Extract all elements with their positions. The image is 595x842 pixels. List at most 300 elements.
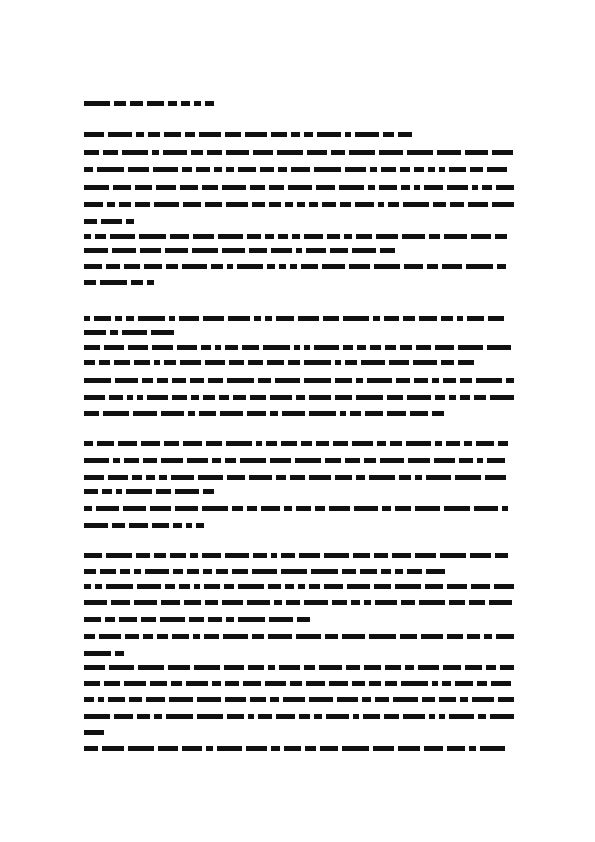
text-word: [345, 360, 357, 365]
text-word: [112, 248, 136, 253]
text-word: [132, 475, 142, 480]
text-word: [314, 345, 339, 350]
text-word: [447, 185, 468, 190]
text-word: [214, 167, 222, 172]
text-word: [370, 167, 377, 172]
text-word: [179, 584, 190, 589]
text-word: [413, 360, 437, 365]
text-word: [276, 475, 286, 480]
text-word: [172, 634, 189, 639]
text-line: [84, 599, 514, 607]
text-word: [299, 553, 320, 558]
text-word: [275, 378, 300, 383]
text-word: [130, 101, 143, 106]
text-word: [269, 202, 281, 207]
text-word: [84, 746, 98, 751]
text-word: [380, 248, 395, 253]
text-word: [84, 202, 103, 207]
text-word: [179, 316, 199, 321]
text-word: [170, 234, 189, 239]
text-word: [396, 378, 410, 383]
text-word: [219, 395, 229, 400]
text-word: [128, 167, 149, 172]
text-word: [105, 617, 115, 622]
text-word: [186, 523, 192, 528]
text-word: [197, 697, 221, 702]
text-word: [84, 185, 109, 190]
text-word: [136, 553, 150, 558]
text-word: [220, 411, 243, 416]
text-word: [197, 714, 223, 719]
text-word: [196, 523, 204, 528]
text-word: [286, 600, 300, 605]
text-word: [402, 234, 425, 239]
text-word: [248, 360, 263, 365]
text-word: [281, 569, 307, 574]
text-word: [261, 506, 280, 511]
text-word: [96, 506, 119, 511]
text-word: [316, 441, 329, 446]
text-word: [222, 248, 245, 253]
text-word: [143, 634, 153, 639]
text-word: [108, 697, 125, 702]
text-line: [84, 315, 514, 323]
text-word: [342, 746, 369, 751]
text-line: [84, 359, 474, 367]
text-word: [97, 167, 124, 172]
text-word: [243, 681, 261, 686]
text-word: [84, 651, 111, 656]
text-word: [288, 360, 300, 365]
text-word: [487, 345, 511, 350]
text-word: [297, 617, 310, 622]
text-word: [138, 316, 165, 321]
text-word: [446, 441, 460, 446]
text-word: [281, 441, 297, 446]
text-word: [291, 132, 300, 137]
text-word: [276, 316, 294, 321]
text-word: [102, 489, 112, 494]
text-word: [84, 150, 99, 155]
text-word: [109, 395, 123, 400]
text-word: [101, 219, 122, 224]
text-word: [277, 150, 303, 155]
text-word: [407, 395, 431, 400]
text-word: [299, 714, 310, 719]
text-word: [212, 681, 221, 686]
text-word: [171, 681, 182, 686]
text-word: [352, 441, 373, 446]
text-word: [356, 395, 383, 400]
text-word: [185, 132, 195, 137]
text-word: [225, 681, 239, 686]
text-word: [109, 665, 134, 670]
text-word: [217, 746, 242, 751]
text-word: [107, 202, 115, 207]
text-word: [460, 697, 468, 702]
text-word: [385, 681, 397, 686]
text-word: [442, 681, 451, 686]
text-word: [146, 475, 155, 480]
text-word: [439, 697, 456, 702]
text-word: [322, 264, 345, 269]
text-word: [191, 395, 199, 400]
text-word: [154, 553, 166, 558]
text-word: [491, 681, 511, 686]
text-word: [161, 600, 180, 605]
text-word: [84, 132, 104, 137]
text-word: [227, 264, 233, 269]
text-word: [84, 553, 102, 558]
text-word: [295, 458, 321, 463]
text-word: [271, 553, 277, 558]
text-word: [154, 360, 160, 365]
text-word: [135, 185, 152, 190]
text-word: [368, 185, 375, 190]
text-word: [387, 411, 406, 416]
text-word: [304, 360, 331, 365]
text-word: [242, 345, 259, 350]
text-word: [395, 506, 411, 511]
text-word: [400, 167, 410, 172]
text-word: [108, 475, 128, 480]
text-word: [134, 360, 150, 365]
text-word: [148, 132, 160, 137]
text-word: [284, 506, 292, 511]
text-word: [325, 458, 341, 463]
text-word: [135, 202, 150, 207]
text-word: [279, 665, 300, 670]
text-line: [84, 664, 514, 672]
text-word: [487, 167, 507, 172]
text-word: [84, 697, 94, 702]
text-word: [194, 665, 220, 670]
text-word: [181, 101, 190, 106]
text-word: [489, 600, 512, 605]
text-word: [84, 634, 95, 639]
text-word: [126, 316, 134, 321]
text-word: [84, 506, 92, 511]
text-word: [381, 167, 396, 172]
text-line: [84, 440, 514, 448]
text-word: [173, 523, 182, 528]
text-word: [502, 506, 508, 511]
text-word: [247, 600, 270, 605]
text-word: [309, 395, 331, 400]
text-word: [84, 395, 105, 400]
text-word: [506, 378, 514, 383]
text-word: [164, 132, 181, 137]
text-word: [113, 458, 120, 463]
text-word: [377, 441, 386, 446]
text-word: [469, 746, 476, 751]
text-word: [384, 714, 399, 719]
text-word: [332, 600, 347, 605]
text-word: [212, 458, 221, 463]
text-word: [169, 697, 193, 702]
text-word: [468, 202, 488, 207]
text-word: [222, 185, 246, 190]
text-word: [205, 600, 218, 605]
text-word: [326, 714, 349, 719]
text-word: [296, 395, 305, 400]
text-word: [415, 553, 436, 558]
text-word: [240, 458, 266, 463]
text-word: [84, 360, 95, 365]
text-word: [340, 202, 351, 207]
text-word: [250, 395, 266, 400]
text-word: [352, 248, 376, 253]
text-word: [102, 746, 124, 751]
text-word: [269, 617, 293, 622]
text-line: [84, 729, 114, 737]
text-word: [160, 617, 185, 622]
text-word: [84, 523, 108, 528]
text-word: [173, 569, 183, 574]
text-word: [486, 665, 496, 670]
text-word: [222, 600, 243, 605]
text-word: [125, 634, 139, 639]
text-word: [150, 506, 171, 511]
text-word: [301, 441, 312, 446]
text-word: [364, 458, 376, 463]
text-line: [84, 201, 514, 209]
text-word: [114, 714, 133, 719]
text-word: [84, 316, 90, 321]
text-word: [152, 345, 173, 350]
text-word: [198, 475, 223, 480]
text-word: [115, 316, 122, 321]
text-word: [369, 475, 395, 480]
text-word: [172, 395, 187, 400]
text-word: [250, 185, 265, 190]
text-word: [282, 411, 305, 416]
text-word: [238, 584, 264, 589]
text-word: [131, 280, 143, 285]
text-word: [265, 681, 286, 686]
text-word: [144, 264, 162, 269]
text-word: [356, 234, 372, 239]
text-word: [469, 600, 485, 605]
text-word: [145, 569, 169, 574]
text-word: [106, 553, 132, 558]
text-word: [304, 345, 310, 350]
text-word: [327, 234, 340, 239]
text-word: [379, 185, 397, 190]
text-word: [439, 167, 445, 172]
text-word: [127, 395, 133, 400]
text-word: [225, 553, 249, 558]
text-word: [414, 185, 420, 190]
text-word: [153, 167, 178, 172]
text-line: [84, 583, 514, 591]
text-word: [84, 600, 107, 605]
text-word: [492, 202, 514, 207]
text-word: [129, 523, 148, 528]
text-word: [115, 651, 124, 656]
text-word: [154, 714, 162, 719]
text-line: [84, 713, 514, 721]
text-word: [270, 411, 278, 416]
text-word: [224, 584, 234, 589]
text-word: [115, 378, 138, 383]
text-word: [317, 132, 341, 137]
text-word: [374, 553, 388, 558]
text-word: [484, 634, 492, 639]
text-word: [408, 458, 430, 463]
text-word: [494, 584, 514, 589]
text-word: [437, 150, 461, 155]
text-word: [485, 475, 506, 480]
text-word: [419, 316, 437, 321]
text-word: [319, 665, 342, 670]
text-word: [84, 219, 97, 224]
text-word: [349, 264, 370, 269]
text-word: [203, 489, 214, 494]
text-line: [84, 696, 514, 704]
text-word: [218, 234, 243, 239]
text-word: [164, 360, 176, 365]
text-word: [291, 167, 310, 172]
text-word: [157, 634, 168, 639]
text-word: [204, 584, 220, 589]
text-word: [184, 600, 201, 605]
text-word: [381, 569, 391, 574]
text-word: [496, 634, 514, 639]
text-word: [435, 395, 445, 400]
text-word: [199, 411, 216, 416]
text-word: [258, 378, 271, 383]
text-word: [247, 411, 266, 416]
text-word: [355, 202, 374, 207]
text-word: [424, 185, 443, 190]
text-word: [398, 746, 420, 751]
text-word: [84, 458, 109, 463]
text-word: [263, 345, 290, 350]
text-word: [403, 316, 415, 321]
text-word: [170, 553, 186, 558]
text-word: [342, 634, 365, 639]
text-word: [206, 441, 222, 446]
text-word: [288, 185, 312, 190]
text-word: [99, 634, 121, 639]
text-word: [325, 634, 338, 639]
text-word: [271, 248, 292, 253]
text-word: [180, 185, 198, 190]
text-word: [400, 634, 417, 639]
text-word: [123, 506, 146, 511]
text-word: [166, 264, 178, 269]
text-word: [466, 264, 493, 269]
text-word: [268, 634, 292, 639]
text-word: [270, 697, 279, 702]
text-word: [177, 345, 197, 350]
text-word: [428, 167, 435, 172]
text-line: [84, 568, 454, 576]
text-word: [267, 360, 284, 365]
text-word: [216, 569, 228, 574]
text-word: [455, 475, 481, 480]
text-word: [471, 234, 491, 239]
text-word: [435, 441, 442, 446]
text-word: [343, 316, 369, 321]
text-word: [316, 185, 335, 190]
text-word: [193, 234, 214, 239]
text-word: [106, 264, 120, 269]
text-word: [182, 264, 207, 269]
text-word: [122, 150, 148, 155]
text-word: [84, 441, 93, 446]
text-word: [157, 378, 168, 383]
text-word: [252, 634, 264, 639]
text-word: [164, 441, 179, 446]
text-word: [224, 665, 244, 670]
text-line: [84, 329, 174, 337]
text-line: [84, 488, 214, 496]
text-word: [389, 360, 409, 365]
text-word: [84, 617, 101, 622]
text-word: [274, 600, 282, 605]
text-word: [205, 360, 225, 365]
text-word: [400, 345, 412, 350]
text-word: [103, 411, 129, 416]
text-word: [361, 360, 385, 365]
text-word: [376, 234, 398, 239]
text-word: [373, 746, 394, 751]
text-word: [363, 714, 380, 719]
text-word: [333, 441, 348, 446]
text-word: [281, 553, 295, 558]
text-word: [460, 395, 470, 400]
text-word: [225, 132, 241, 137]
text-word: [307, 150, 327, 155]
text-word: [166, 714, 193, 719]
text-word: [342, 569, 356, 574]
text-word: [459, 458, 473, 463]
text-word: [227, 378, 254, 383]
text-word: [323, 316, 339, 321]
text-word: [290, 264, 297, 269]
text-word: [84, 584, 91, 589]
text-word: [449, 167, 466, 172]
text-word: [84, 714, 110, 719]
text-word: [304, 665, 315, 670]
text-word: [447, 746, 465, 751]
text-word: [488, 316, 504, 321]
text-line: [84, 344, 514, 352]
text-word: [354, 506, 378, 511]
text-word: [304, 600, 328, 605]
text-word: [426, 475, 451, 480]
text-word: [296, 248, 302, 253]
text-word: [443, 665, 461, 670]
text-word: [441, 316, 453, 321]
text-word: [443, 378, 456, 383]
text-word: [118, 441, 137, 446]
text-word: [248, 714, 254, 719]
text-word: [116, 489, 122, 494]
text-word: [276, 714, 295, 719]
text-word: [365, 411, 383, 416]
text-word: [271, 132, 287, 137]
text-word: [304, 132, 313, 137]
text-word: [194, 101, 201, 106]
text-word: [114, 101, 126, 106]
text-word: [266, 441, 277, 446]
text-word: [152, 150, 159, 155]
text-word: [418, 665, 439, 670]
text-word: [152, 523, 169, 528]
